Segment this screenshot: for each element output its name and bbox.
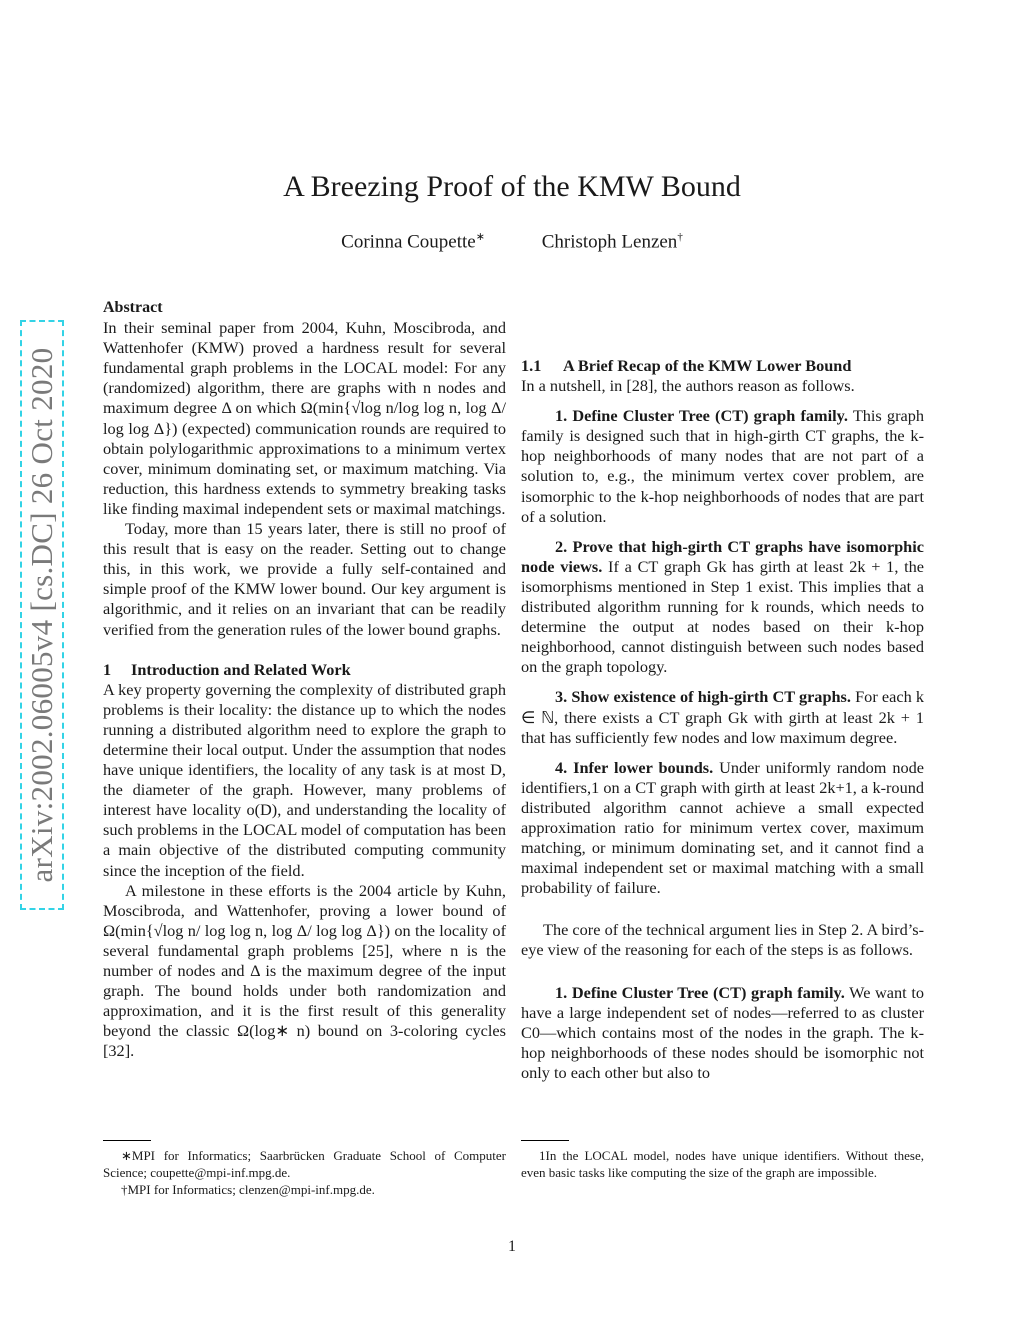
section-1-1-number: 1.1	[521, 356, 542, 375]
left-column	[103, 298, 506, 1061]
section-1-1-title: A Brief Recap of the KMW Lower Bound	[563, 356, 852, 375]
section-1-1-intro: In a nutshell, in [28], the authors reason as follows.	[521, 376, 855, 396]
step-3	[521, 687, 924, 747]
step-1-detail	[521, 983, 924, 1083]
step-4-text: Under uniformly random node identifiers,1 on a CT graph with girth at least 2k+1, a k-round distributed algorithm cannot achieve a small expected approximation ratio for minimum vertex cover, maximum matching, or minimum dominating set, and it cannot find a maximal independent set or maximal matching with a small probability of failure.	[521, 757, 924, 898]
footnote-rule	[103, 1140, 151, 1141]
section-1-paragraph-2: A milestone in these efforts is the 2004 article by Kuhn, Moscibroda, and Wattenhofer, proving a lower bound of Ω(min{√log n/ log log n, log Δ/ log log Δ}) on the locality of several fundamental graph problems [25], where n is the number of nodes and Δ is the maximum degree of the input graph. The bound holds under both randomization and approximation, and it is the first result of this generality beyond the classic Ω(log∗ n) bound on 3-coloring cycles [32].	[103, 880, 506, 1061]
step-4	[521, 758, 924, 899]
step-1-detail-label: 1. Define Cluster Tree (CT) graph family.	[555, 982, 845, 1002]
abstract-paragraph-2: Today, more than 15 years later, there is still no proof of this result that is easy on the reader. Setting out to change this, in this work, we provide a fully self-contained and simple proof of the KMW lower bound. Our key argument is algorithmic, and it relies on an invariant that can be readily verified from the generation rules of the lower bound graphs.	[103, 519, 506, 639]
step-1-text: This graph family is designed such that in high-girth CT graphs, the k-hop neighborhoods of many nodes that are not part of a solution to, e.g., the minimum vertex cover problem, are isomorphic to the k-hop neighborhoods of nodes that are part of a solution.	[521, 406, 925, 526]
author-2	[542, 231, 683, 253]
core-paragraph: The core of the technical argument lies in Step 2. A bird’s-eye view of the reasoning for each of the steps is as follows.	[521, 920, 924, 960]
arxiv-stamp-text: arXiv:2002.06005v4 [cs.DC] 26 Oct 2020	[24, 347, 59, 883]
paper-title: A Breezing Proof of the KMW Bound	[283, 170, 741, 203]
section-1-title: Introduction and Related Work	[131, 659, 351, 679]
section-1-number: 1	[103, 659, 112, 679]
step-1-label: 1. Define Cluster Tree (CT) graph family.	[555, 406, 848, 426]
step-4-label: 4. Infer lower bounds.	[555, 757, 714, 777]
author-list	[0, 230, 1024, 253]
step-1	[521, 406, 924, 527]
right-column	[521, 298, 924, 1083]
abstract-paragraph-1: In their seminal paper from 2004, Kuhn, Moscibroda, and Wattenhofer (KMW) proved a hardness result for several fundamental graph problems in the LOCAL model: For any (randomized) algorithm, there are graphs with n nodes and maximum degree Δ on which Ω(min{√log n/log log n, log Δ/ log log Δ}) (expected) communication rounds are required to obtain polylogarithmic approximations to a minimum vertex cover, minimum dominating set, or maximum matching. Via reduction, this hardness extends to symmetry breaking tasks like finding maximal independent sets or maximal matchings.	[103, 318, 506, 518]
section-1-paragraph-1: A key property governing the complexity of distributed graph problems is their locality: the distance up to which the nodes running a distributed algorithm need to explore the graph to determine their local output. Under the assumption that nodes have unique identifiers, the locality of any task is at most D, the diameter of the graph. However, many problems of interest have locality o(D), and understanding the locality of such problems in the LOCAL model of computation has been a main objective of the distributed computing community since the inception of the field.	[103, 679, 506, 880]
page-number: 1	[508, 1238, 516, 1255]
author-1-mark: ∗	[475, 231, 485, 243]
arxiv-stamp	[20, 320, 64, 910]
footnote-author-2: †MPI for Informatics; clenzen@mpi-inf.mpg.de.	[121, 1182, 375, 1197]
step-3-label: 3. Show existence of high-girth CT graphs.	[555, 687, 851, 707]
section-1-heading	[103, 660, 506, 680]
author-1-name: Corinna Coupette	[341, 231, 476, 253]
author-2-name: Christoph Lenzen	[541, 231, 678, 253]
abstract-heading: Abstract	[103, 299, 163, 316]
step-2-label: 2. Prove that high-girth CT graphs have isomorphic node views.	[521, 536, 924, 576]
author-2-mark: †	[677, 231, 683, 243]
step-2-text: If a CT graph Gk has girth at least 2k + 1, the isomorphisms mentioned in Step 1 exist. This implies that a distributed algorithm running for k rounds, which needs to determine the output at nodes based on their k-hop neighborhood, cannot distinguish between such nodes based on the graph topology.	[521, 556, 925, 677]
step-2	[521, 537, 924, 678]
section-1-1-heading	[521, 356, 924, 376]
footnotes-left	[103, 1140, 506, 1198]
step-1-detail-text: We want to have a large independent set of nodes—referred to as cluster C0—which contains most of the nodes in the graph. The k-hop neighborhoods of these nodes should be isomorphic not only to each other but also to	[521, 982, 924, 1082]
footnotes-right	[521, 1140, 924, 1181]
footnote-1: 1In the LOCAL model, nodes have unique identifiers. Without these, even basic tasks like computing the size of the graph are impossible.	[521, 1148, 924, 1180]
footnote-author-1: ∗MPI for Informatics; Saarbrücken Graduate School of Computer Science; coupette@mpi-inf.mpg.de.	[103, 1148, 506, 1180]
author-1	[341, 230, 485, 253]
footnote-rule	[521, 1140, 569, 1141]
step-3-text: For each k ∈ ℕ, there exists a CT graph Gk with girth at least 2k + 1 that has sufficiently few nodes and low maximum degree.	[521, 687, 924, 747]
